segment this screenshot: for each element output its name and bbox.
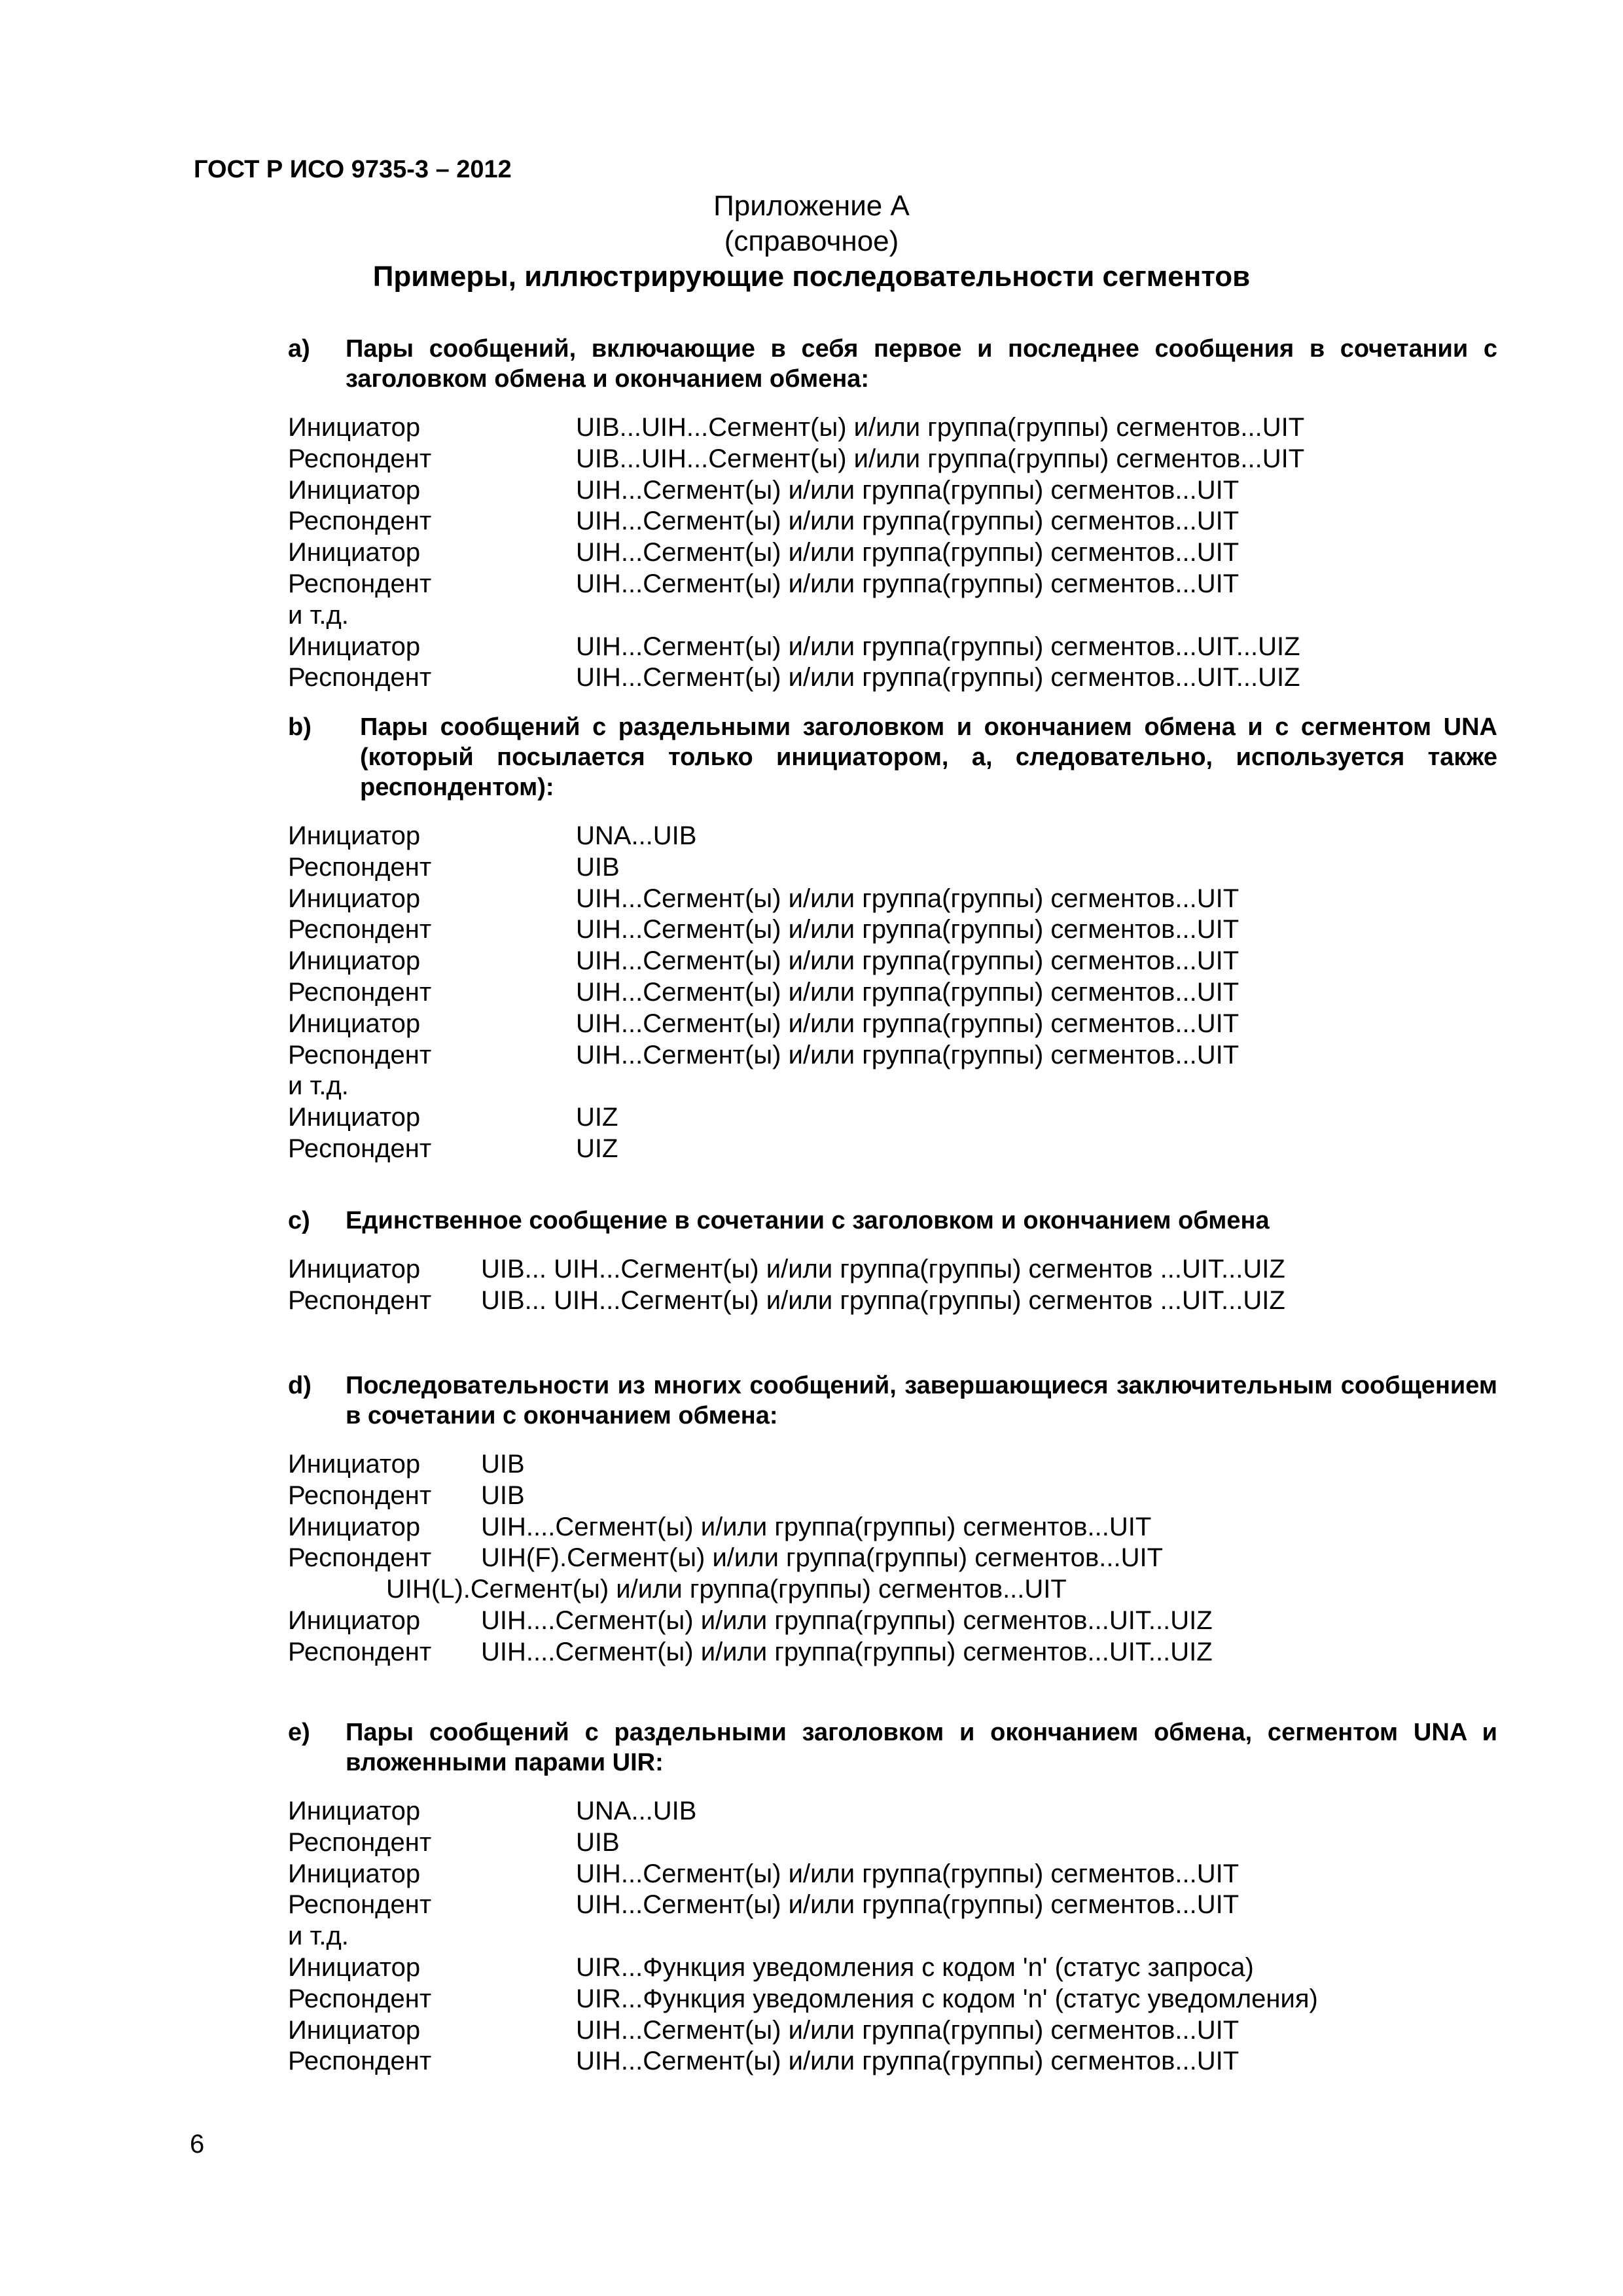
message-role: Респондент: [288, 1827, 432, 1857]
message-role: Респондент: [288, 977, 432, 1007]
message-role: Инициатор: [288, 1009, 421, 1038]
message-sequence: UIR...Функция уведомления с кодом 'n' (статус уведомления): [576, 1984, 1318, 2013]
message-row: [288, 506, 1497, 537]
section-heading: Пары сообщений, включающие в себя первое и последнее сообщения в сочетании с заголовком обмена и окончанием обмена:: [346, 335, 1497, 393]
message-row: [288, 662, 1497, 694]
message-role: и т.д.: [288, 1922, 349, 1951]
message-sequence: UIH...Сегмент(ы) и/или группа(группы) сегментов...UIT: [576, 1859, 1240, 1888]
message-role: Респондент: [288, 1543, 432, 1573]
section-heading: Пары сообщений с раздельными заголовком и окончанием обмена, сегментом UNA и вложенными парами UIR:: [346, 1719, 1497, 1776]
section-letter: c): [288, 1207, 310, 1234]
message-role: Респондент: [288, 1040, 432, 1069]
message-row: [288, 1543, 1497, 1574]
document-header: ГОСТ Р ИСО 9735-3 – 2012: [194, 156, 512, 183]
section-c: [288, 1206, 1497, 1317]
annex-title: Примеры, иллюстрирующие последовательности сегментов: [372, 260, 1251, 293]
message-role: Респондент: [288, 852, 432, 882]
section-letter: d): [288, 1372, 312, 1399]
section-b: [288, 712, 1497, 1165]
section-e: [288, 1717, 1497, 2077]
page-number: 6: [190, 2130, 205, 2159]
message-role: Инициатор: [288, 1952, 421, 1982]
message-sequence: UIH...Сегмент(ы) и/или группа(группы) сегментов...UIT: [576, 1890, 1240, 1920]
message-row: [288, 1102, 1497, 1134]
message-sequence: UIH...Сегмент(ы) и/или группа(группы) сегментов...UIT: [576, 977, 1240, 1007]
message-row: [288, 537, 1497, 569]
message-row: [288, 884, 1497, 915]
message-row: [288, 1637, 1497, 1668]
message-row: [288, 1134, 1497, 1165]
section-heading-block: [288, 1206, 1497, 1236]
section-heading-block: [288, 1717, 1497, 1778]
message-row: [288, 1285, 1497, 1317]
message-role: Инициатор: [288, 2015, 421, 2045]
message-role: Респондент: [288, 663, 432, 692]
message-role: Респондент: [288, 1480, 432, 1510]
message-sequence: UNA...UIB: [576, 821, 697, 850]
message-role: Респондент: [288, 444, 432, 473]
message-row: [288, 1921, 1497, 1952]
message-sequence: UIH...Сегмент(ы) и/или группа(группы) сегментов...UIT: [576, 475, 1240, 505]
message-sequence: UIB...UIH...Сегмент(ы) и/или группа(группы) сегментов...UIT: [576, 413, 1305, 442]
message-row: [288, 914, 1497, 946]
message-row: [288, 1796, 1497, 1827]
message-sequence: UIH...Сегмент(ы) и/или группа(группы) сегментов...UIT...UIZ: [576, 632, 1300, 661]
message-role: Инициатор: [288, 1605, 421, 1635]
message-sequence: UIH...Сегмент(ы) и/или группа(группы) сегментов...UIT: [576, 1009, 1240, 1038]
message-list: [288, 1449, 1497, 1668]
message-sequence: UIH...Сегмент(ы) и/или группа(группы) сегментов...UIT: [576, 2015, 1240, 2045]
message-role: Респондент: [288, 1984, 432, 2013]
section-heading: Пары сообщений с раздельными заголовком и окончанием обмена и с сегментом UNA (который посылается только инициатором, а, следовательно, используется также респондентом):: [360, 713, 1497, 801]
message-row: [288, 1512, 1497, 1543]
message-row: [288, 1071, 1497, 1102]
annex-label: Приложение А: [713, 190, 910, 222]
message-role: Инициатор: [288, 1512, 421, 1541]
message-row: [288, 569, 1497, 600]
message-list: [288, 821, 1497, 1165]
message-sequence: UIH(L).Сегмент(ы) и/или группа(группы) сегментов...UIT: [386, 1575, 1067, 1604]
annex-titles: [196, 188, 1427, 295]
message-row: [288, 632, 1497, 663]
message-role: Инициатор: [288, 946, 421, 976]
message-role: Инициатор: [288, 821, 421, 850]
section-heading-block: [288, 334, 1497, 394]
message-sequence: UIB... UIH...Сегмент(ы) и/или группа(группы) сегментов ...UIT...UIZ: [481, 1255, 1285, 1283]
message-sequence: UIH....Сегмент(ы) и/или группа(группы) сегментов...UIT: [481, 1512, 1152, 1541]
message-row: [288, 977, 1497, 1009]
message-sequence: UIH...Сегмент(ы) и/или группа(группы) сегментов...UIT: [576, 915, 1240, 944]
message-role: Респондент: [288, 1285, 432, 1315]
message-role: Инициатор: [288, 538, 421, 567]
message-row: [288, 1827, 1497, 1859]
message-row: [288, 444, 1497, 475]
message-sequence: UIB...UIH...Сегмент(ы) и/или группа(группы) сегментов...UIT: [576, 444, 1305, 473]
message-role: Респондент: [288, 2047, 432, 2076]
message-role: Инициатор: [288, 1450, 421, 1479]
message-sequence: UIH...Сегмент(ы) и/или группа(группы) сегментов...UIT: [576, 569, 1240, 598]
message-list: [288, 1796, 1497, 2077]
message-role: Инициатор: [288, 1103, 421, 1132]
annex-kind: (справочное): [724, 225, 899, 257]
section-heading: Единственное сообщение в сочетании с заголовком и окончанием обмена: [346, 1207, 1270, 1234]
message-role: Инициатор: [288, 632, 421, 661]
section-letter: a): [288, 335, 310, 363]
message-sequence: UIZ: [576, 1103, 618, 1132]
message-sequence: UIZ: [576, 1134, 618, 1163]
message-row: [288, 1574, 1497, 1605]
message-row: [288, 1984, 1497, 2015]
message-role: и т.д.: [288, 1071, 349, 1101]
message-row: [288, 1009, 1497, 1040]
message-row: [288, 1040, 1497, 1071]
message-sequence: UIH...Сегмент(ы) и/или группа(группы) сегментов...UIT: [576, 1040, 1240, 1069]
section-heading-block: [288, 712, 1497, 802]
message-sequence: UIH...Сегмент(ы) и/или группа(группы) сегментов...UIT: [576, 946, 1240, 976]
message-role: и т.д.: [288, 600, 349, 630]
message-role: Инициатор: [288, 1255, 421, 1283]
message-row: [288, 1480, 1497, 1512]
message-sequence: UIH....Сегмент(ы) и/или группа(группы) сегментов...UIT...UIZ: [481, 1637, 1213, 1666]
message-list: [288, 412, 1497, 694]
section-heading-block: [288, 1371, 1497, 1431]
message-row: [288, 1859, 1497, 1890]
message-row: [288, 1449, 1497, 1480]
message-sequence: UIR...Функция уведомления с кодом 'n' (статус запроса): [576, 1952, 1254, 1982]
message-row: [288, 1605, 1497, 1637]
section-heading: Последовательности из многих сообщений, завершающиеся заключительным сообщением в сочетании с окончанием обмена:: [346, 1372, 1497, 1429]
message-role: Респондент: [288, 1637, 432, 1666]
message-row: [288, 946, 1497, 977]
message-row: [288, 412, 1497, 444]
message-role: Инициатор: [288, 413, 421, 442]
message-sequence: UIB: [576, 852, 620, 882]
message-role: Респондент: [288, 1134, 432, 1163]
message-sequence: UIB... UIH...Сегмент(ы) и/или группа(группы) сегментов ...UIT...UIZ: [481, 1285, 1285, 1315]
message-sequence: UIB: [481, 1480, 525, 1510]
message-list: [288, 1254, 1497, 1317]
message-sequence: UIH...Сегмент(ы) и/или группа(группы) сегментов...UIT: [576, 2047, 1240, 2076]
section-letter: e): [288, 1719, 310, 1746]
message-role: Инициатор: [288, 1797, 421, 1825]
message-role: Инициатор: [288, 1859, 421, 1888]
message-role: Инициатор: [288, 475, 421, 505]
message-sequence: UNA...UIB: [576, 1797, 697, 1825]
message-sequence: UIH...Сегмент(ы) и/или группа(группы) сегментов...UIT...UIZ: [576, 663, 1300, 692]
message-sequence: UIH...Сегмент(ы) и/или группа(группы) сегментов...UIT: [576, 884, 1240, 913]
message-sequence: UIH...Сегмент(ы) и/или группа(группы) сегментов...UIT: [576, 507, 1240, 536]
section-a: [288, 334, 1497, 694]
message-row: [288, 1254, 1497, 1285]
message-row: [288, 2015, 1497, 2047]
message-role: Респондент: [288, 507, 432, 536]
message-row: [288, 852, 1497, 884]
message-row: [288, 821, 1497, 852]
message-row: [288, 600, 1497, 632]
message-row: [288, 2046, 1497, 2077]
message-sequence: UIB: [481, 1450, 525, 1479]
section-letter: b): [288, 713, 312, 741]
message-sequence: UIB: [576, 1827, 620, 1857]
message-role: Респондент: [288, 915, 432, 944]
message-role: Респондент: [288, 1890, 432, 1920]
section-d: [288, 1371, 1497, 1668]
message-row: [288, 1890, 1497, 1921]
message-role: Инициатор: [288, 884, 421, 913]
message-sequence: UIH...Сегмент(ы) и/или группа(группы) сегментов...UIT: [576, 538, 1240, 567]
message-role: Респондент: [288, 569, 432, 598]
message-row: [288, 1952, 1497, 1984]
message-sequence: UIH....Сегмент(ы) и/или группа(группы) сегментов...UIT...UIZ: [481, 1605, 1213, 1635]
message-sequence: UIH(F).Сегмент(ы) и/или группа(группы) сегментов...UIT: [481, 1543, 1164, 1573]
message-row: [288, 475, 1497, 507]
